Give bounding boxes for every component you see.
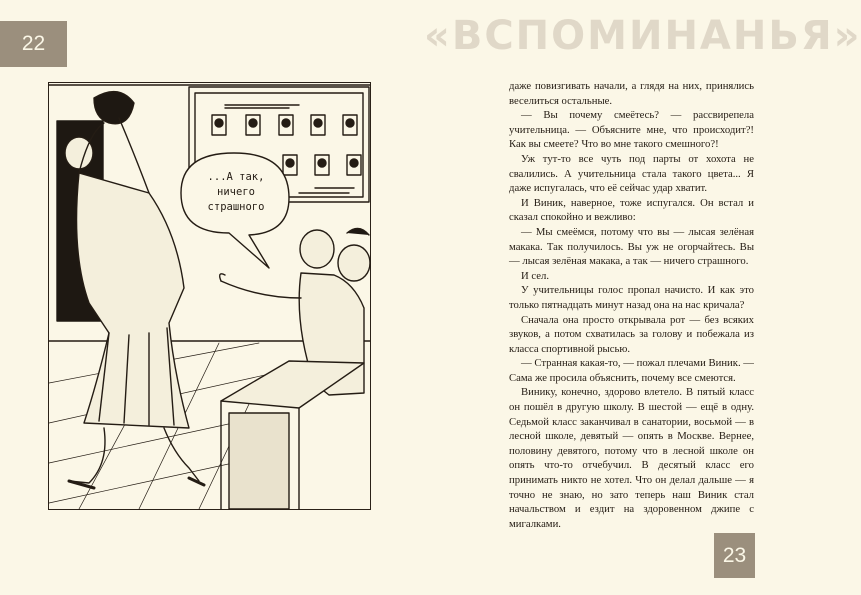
paragraph: Сначала она просто открывала рот — без всяких звуков, а потом схватилась за голову и побежала из класса спортивной рысью.: [509, 313, 754, 355]
paragraph: И сел.: [521, 269, 550, 282]
paragraph: — Мы смеёмся, потому что вы — лысая зелёная макака. Так получилось. Вы уж не огорчайтесь. Вы — лысая зелёная макака, а так — ничего страшного.: [509, 225, 754, 268]
paragraph: Винику, конечно, здорово влетело. В пятый класс он пошёл в другую школу. В шестой — ещё в одну. Седьмой класс заканчивал в санатории, восьмой — в лесной школе, девятый — опять в Москве. Вернее, половину девятого, потому что в лесной школе он опять что-то отчебучил. В десятый класс его принимать никто не хотел. Что он делал дальше — я точно не знаю, но зато теперь наш Виник стал начальством и ездит на здоровенном джипе с мигалками.: [509, 386, 754, 530]
paragraph: даже повизгивать начали, а глядя на них, принялись веселиться остальные.: [509, 80, 754, 107]
classroom-illustration: [48, 82, 371, 510]
paragraph: И Виник, наверное, тоже испугался. Он встал и сказал спокойно и вежливо:: [509, 196, 754, 224]
paragraph: У учительницы голос пропал начисто. И как это только пятнадцать минут назад она на нас кричала?: [509, 284, 754, 311]
body-text: [509, 79, 754, 531]
paragraph: — Странная какая-то, — пожал плечами Виник. — Сама же просила объяснить, почему все смеются.: [509, 357, 754, 384]
page-number-right: 23: [714, 533, 755, 578]
speech-bubble-text: ...А так, ничего страшного: [207, 171, 265, 213]
chapter-header: «ВСПОМИНАНЬЯ»: [424, 13, 861, 59]
paragraph: — Вы почему смеётесь? — рассвирепела учительница. — Объясните мне, что происходит?! Как вы смеете? Что во мне такого смешного?!: [509, 109, 754, 151]
paragraph: Уж тут-то все чуть под парты от хохота не свалились. А учительница стала такого цвета... Я даже испугалась, что её сейчас удар хватит.: [509, 152, 754, 195]
illustration-drawing: [49, 83, 370, 509]
page-number-left: 22: [0, 21, 67, 67]
